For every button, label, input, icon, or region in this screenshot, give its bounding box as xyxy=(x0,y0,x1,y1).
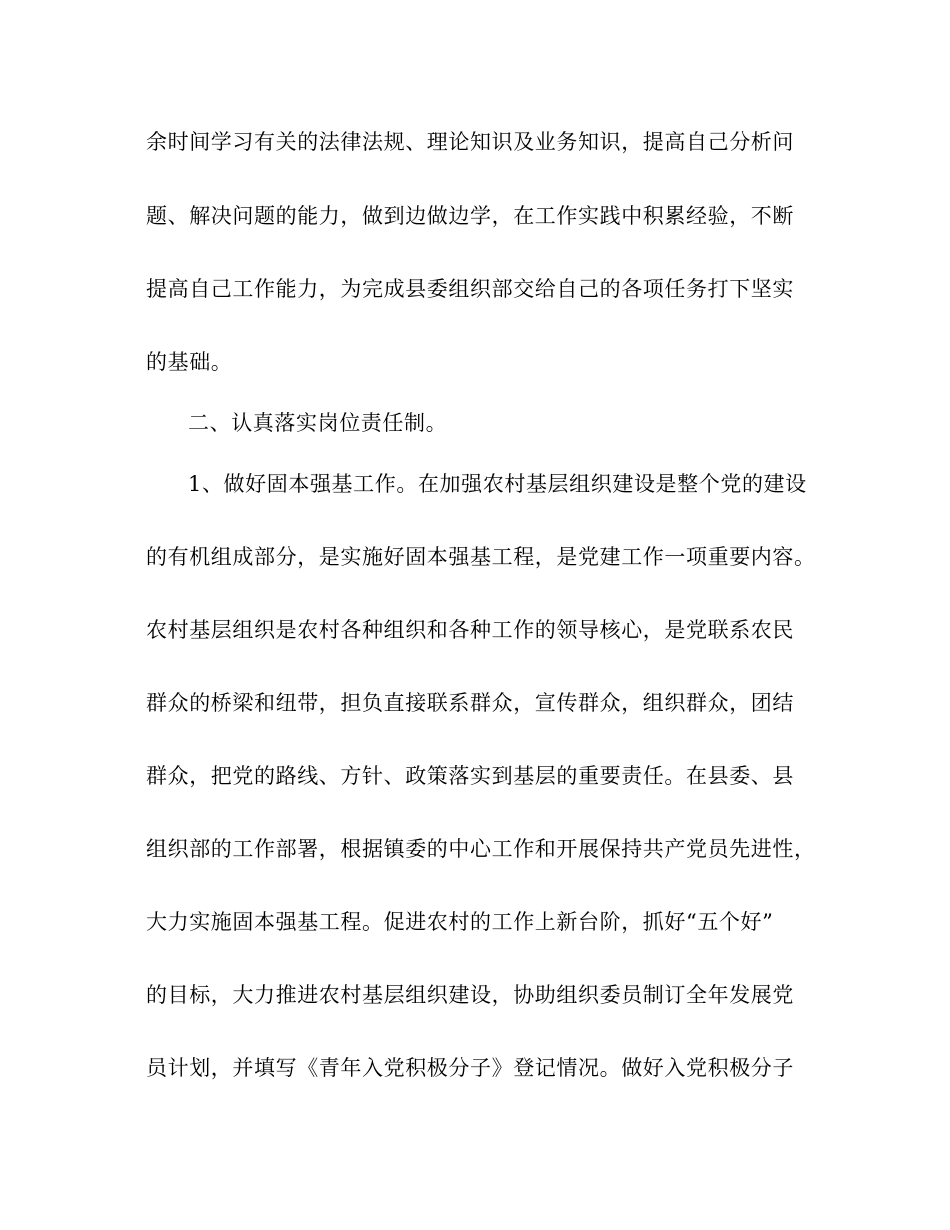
section-heading: 二、认真落实岗位责任制。 xyxy=(188,411,448,435)
body-text-line: 题、解决问题的能力，做到边做边学，在工作实践中积累经验，不断 xyxy=(146,204,794,228)
body-text-line: 提高自己工作能力，为完成县委组织部交给自己的各项任务打下坚实 xyxy=(146,277,794,301)
body-text-line: 农村基层组织是农村各种组织和各种工作的领导核心，是党联系农民 xyxy=(146,618,794,642)
body-text-line: 员计划，并填写《青年入党积极分子》登记情况。做好入党积极分子 xyxy=(146,1056,794,1080)
body-text-line: 余时间学习有关的法律法规、理论知识及业务知识，提高自己分析问 xyxy=(146,130,794,154)
body-text-line: 大力实施固本强基工程。促进农村的工作上新台阶，抓好“五个好” xyxy=(146,910,774,934)
body-text-line: 的有机组成部分，是实施好固本强基工程，是党建工作一项重要内容。 xyxy=(146,545,816,569)
body-text-line: 组织部的工作部署，根据镇委的中心工作和开展保持共产党员先进性， xyxy=(146,837,816,861)
body-text-line: 的基础。 xyxy=(146,350,233,374)
body-text-line: 的目标，大力推进农村基层组织建设，协助组织委员制订全年发展党 xyxy=(146,983,794,1007)
body-text-line: 群众的桥梁和纽带，担负直接联系群众，宣传群众，组织群众，团结 xyxy=(146,691,794,715)
paragraph-first-line: 1、做好固本强基工作。在加强农村基层组织建设是整个党的建设 xyxy=(188,472,807,496)
body-text-line: 群众，把党的路线、方针、政策落实到基层的重要责任。在县委、县 xyxy=(146,764,794,788)
